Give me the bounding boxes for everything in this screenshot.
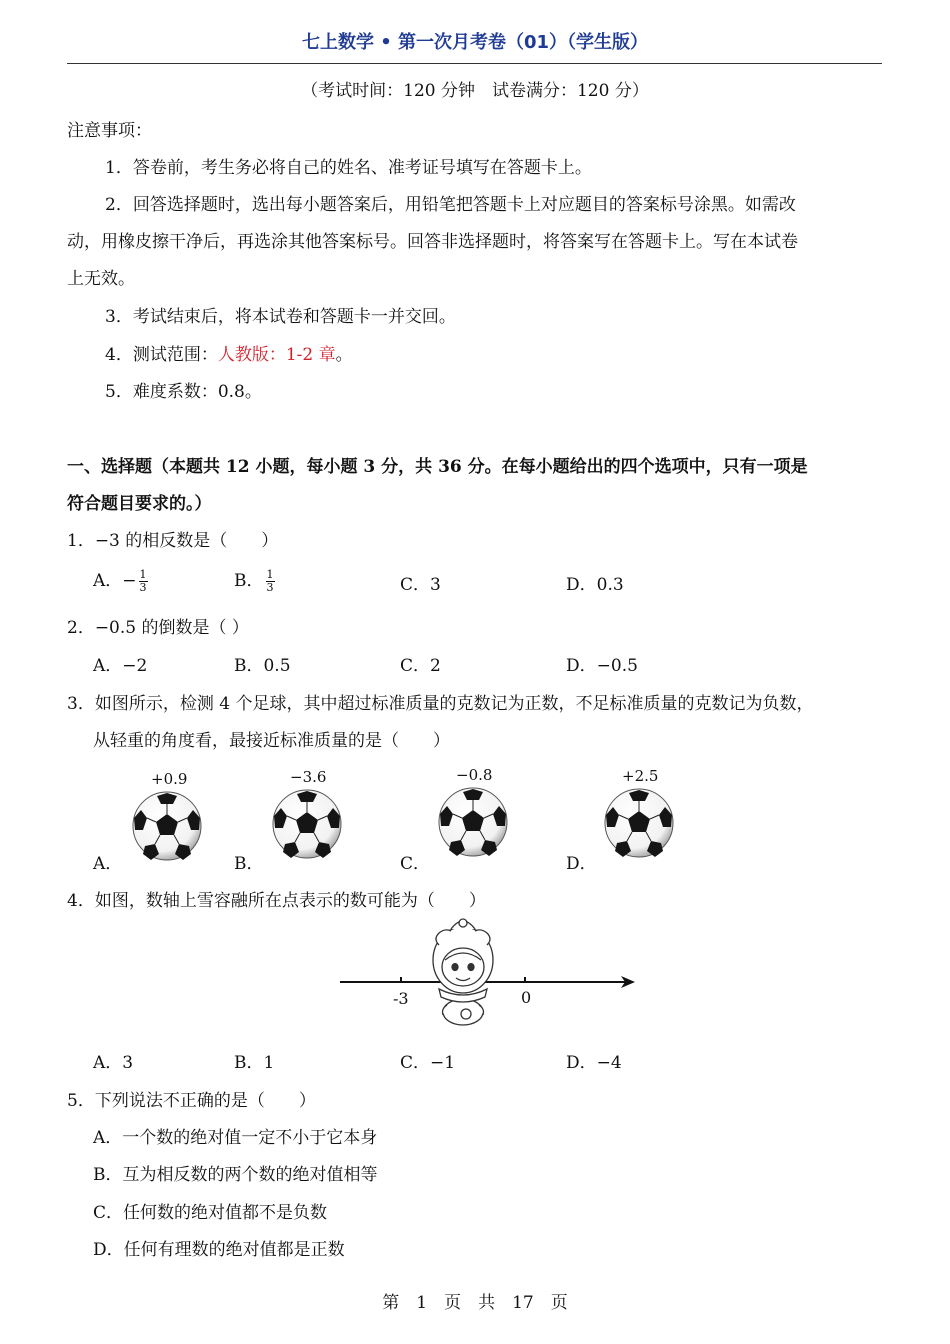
exam-info: （考试时间：120 分钟 试卷满分：120 分）	[301, 81, 649, 101]
note-item-2-line2: 动，用橡皮擦干净后，再选涂其他答案标号。回答非选择题时，将答案写在答题卡上。写在本试卷	[67, 232, 798, 252]
section-heading-line1: 一、选择题（本题共 12 小题，每小题 3 分，共 36 分。在每小题给出的四个选项中，只有一项是	[67, 457, 808, 477]
q2-option-c: C．2	[400, 656, 441, 676]
note-item-2-line3: 上无效。	[67, 269, 135, 289]
q5-stem: 5．下列说法不正确的是（ ）	[67, 1091, 316, 1111]
q1-option-d: D．0.3	[566, 575, 624, 595]
note-item-4-prefix: 4．测试范围：	[105, 345, 218, 365]
q3-stem-line1: 3．如图所示，检测 4 个足球，其中超过标准质量的克数记为正数，不足标准质量的克数记为负数，	[67, 694, 814, 714]
section-heading-line2: 符合题目要求的。）	[67, 494, 212, 514]
note-item-2-line1: 2．回答选择题时，选出每小题答案后，用铅笔把答题卡上对应题目的答案标号涂黑。如需改	[105, 195, 796, 215]
note-item-5: 5．难度系数：0.8。	[105, 382, 262, 402]
ball-b-value: −3.6	[290, 768, 327, 786]
q2-option-a: A．−2	[93, 656, 148, 676]
ball-a-value: +0.9	[151, 770, 188, 788]
fraction-numerator: 1	[266, 568, 274, 581]
note-item-1: 1．答卷前，考生务必将自己的姓名、准考证号填写在答题卡上。	[105, 158, 592, 178]
tick-label-0: 0	[521, 988, 532, 1007]
tick-label-neg3: -3	[393, 989, 409, 1008]
q1-option-a-label: A．−	[93, 571, 137, 591]
fraction-denominator: 3	[139, 581, 147, 594]
q4-option-c: C．−1	[400, 1053, 456, 1073]
q1-stem: 1．−3 的相反数是（ ）	[67, 531, 279, 551]
q5-option-a: A．一个数的绝对值一定不小于它本身	[93, 1128, 378, 1148]
soccer-ball-d	[603, 787, 675, 859]
q4-option-d: D．−4	[566, 1053, 622, 1073]
q3-option-b: B．	[234, 854, 264, 874]
soccer-ball-b	[271, 788, 343, 860]
q5-option-d: D．任何有理数的绝对值都是正数	[93, 1240, 345, 1260]
number-line-figure	[335, 915, 640, 1030]
q3-stem-line2: 从轻重的角度看，最接近标准质量的是（ ）	[93, 731, 450, 751]
q5-option-b: B．互为相反数的两个数的绝对值相等	[93, 1165, 378, 1185]
q4-option-a: A．3	[93, 1053, 134, 1073]
q1-option-b	[234, 566, 275, 594]
mascot-xuerongrong	[433, 919, 493, 1025]
q4-stem: 4．如图，数轴上雪容融所在点表示的数可能为（ ）	[67, 891, 486, 911]
q1-option-b-fraction	[266, 569, 275, 594]
q2-option-b: B．0.5	[234, 656, 291, 676]
ball-d-value: +2.5	[622, 767, 659, 785]
q3-option-d: D．	[566, 854, 597, 874]
header-rule	[67, 63, 882, 64]
page-title: 七上数学 • 第一次月考卷（01）（学生版）	[301, 32, 649, 53]
q2-option-d: D．−0.5	[566, 656, 638, 676]
q4-option-b: B．1	[234, 1053, 275, 1073]
q3-option-c: C．	[400, 854, 431, 874]
q1-option-b-label: B．	[234, 571, 264, 591]
q5-option-c: C．任何数的绝对值都不是负数	[93, 1203, 328, 1223]
q3-option-a: A．	[93, 854, 123, 874]
soccer-ball-a	[131, 790, 203, 862]
soccer-ball-c	[437, 786, 509, 858]
ball-c-value: −0.8	[456, 766, 493, 784]
q1-option-a-fraction	[139, 569, 148, 594]
q1-option-c: C．3	[400, 575, 441, 595]
q2-stem: 2．−0.5 的倒数是（ ）	[67, 618, 249, 638]
page-footer: 第 1 页 共 17 页	[382, 1293, 568, 1313]
note-item-3: 3．考试结束后，将本试卷和答题卡一并交回。	[105, 307, 456, 327]
note-item-4-suffix: 。	[335, 345, 353, 365]
q1-option-a	[93, 566, 148, 594]
test-scope: 人教版：1-2 章	[217, 345, 336, 365]
notes-heading: 注意事项：	[67, 121, 152, 141]
fraction-denominator: 3	[266, 581, 274, 594]
note-item-4	[105, 340, 353, 365]
fraction-numerator: 1	[139, 568, 147, 581]
